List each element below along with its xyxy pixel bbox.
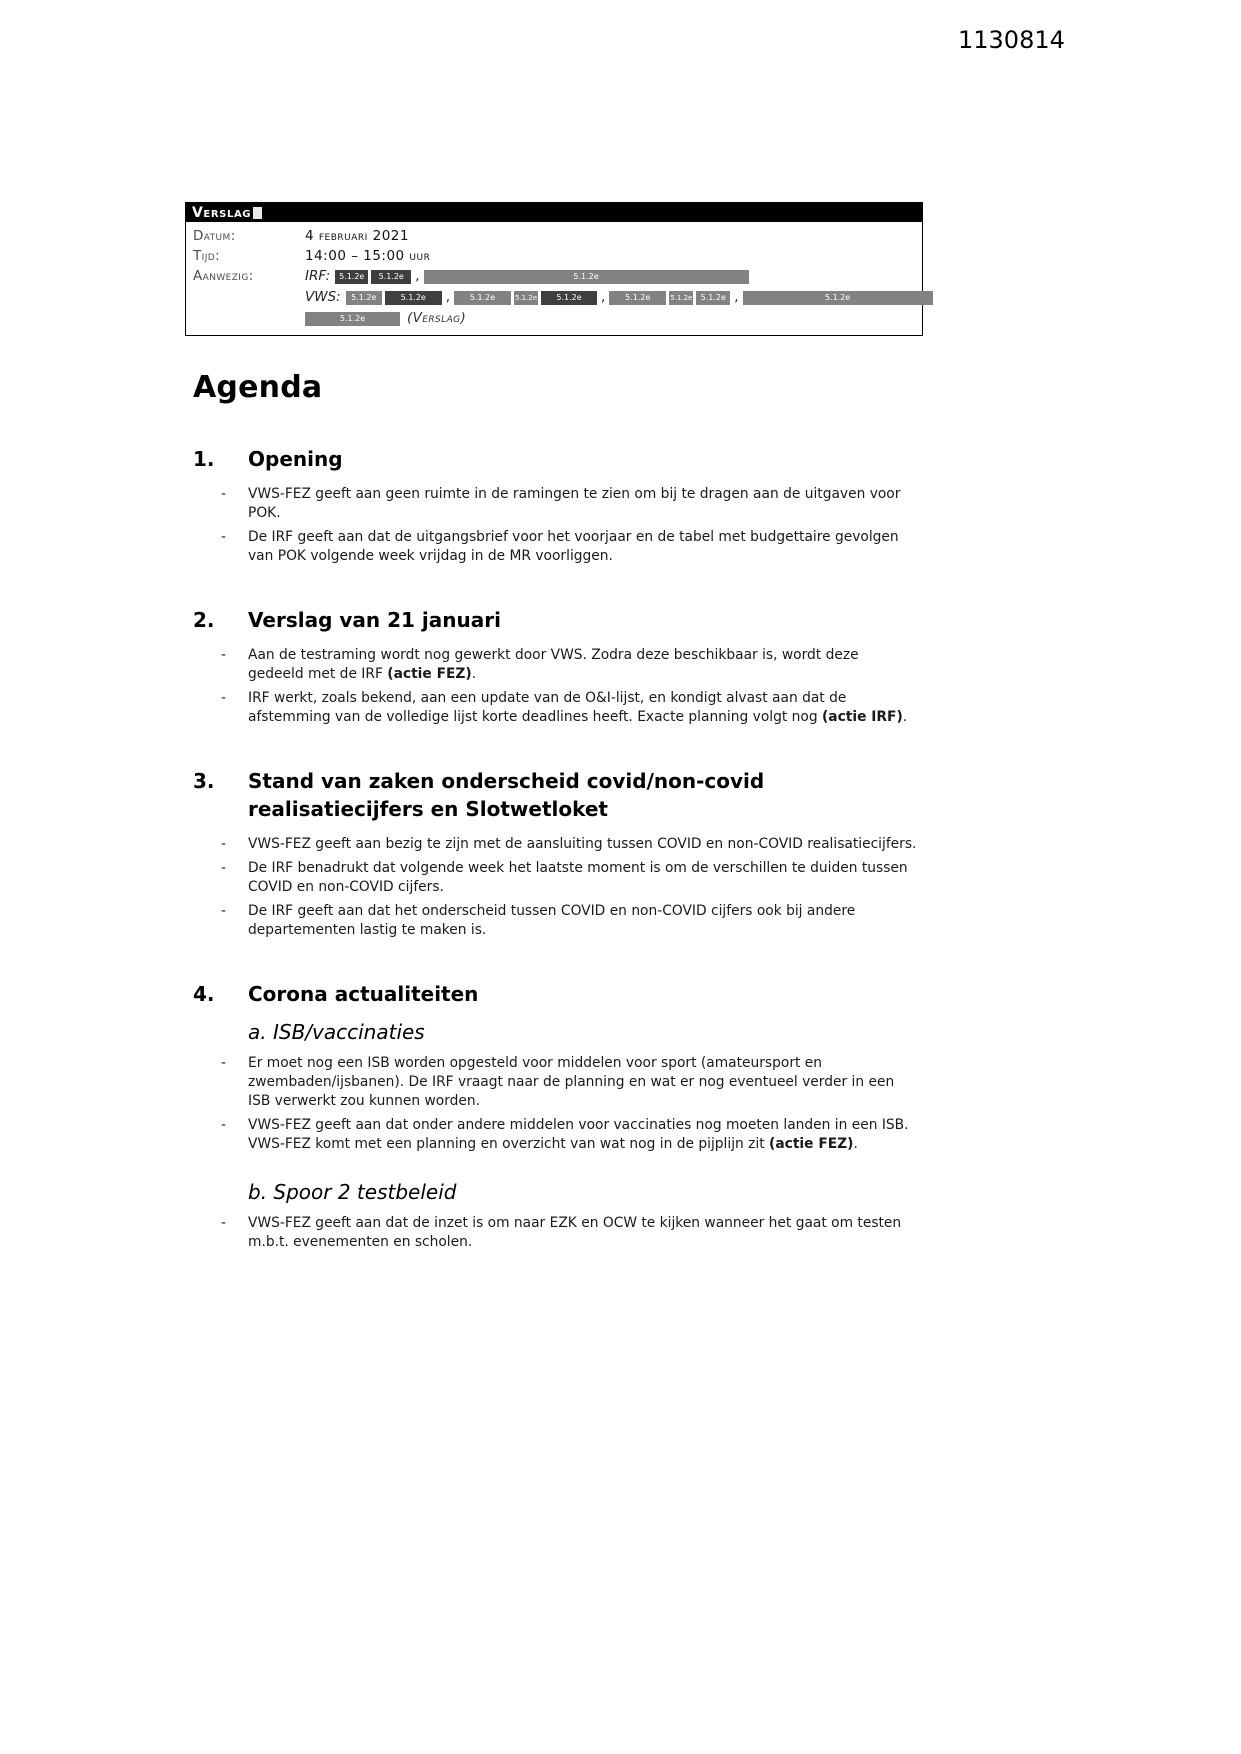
verslag-note: (Verslag) [407,310,467,326]
section-body [193,835,917,940]
agenda-bullet [221,835,917,854]
redaction-box: 5.1.2e [696,291,730,305]
bullet-dash: - [221,486,226,502]
section-heading [193,980,917,1008]
meeting-meta [186,222,922,335]
agenda-section [193,767,917,940]
redaction-box: 5.1.2e [305,312,400,326]
bullet-text: Er moet nog een ISB worden opgesteld voor middelen voor sport (amateursport en zwembaden/ijsbanen). De IRF vraagt naar de planning en wat er nog eventueel verder in een ISB verwerkt zou kunnen worden. [248,1055,895,1109]
attendance-group-label: VWS: [305,289,341,305]
bullet-text: Aan de testraming wordt nog gewerkt door VWS. Zodra deze beschikbaar is, wordt deze gedeeld met de IRF (actie FEZ). [248,647,859,682]
attendance-lines [305,266,936,329]
section-body [193,485,917,566]
redaction-box: 5.1.2e [335,270,368,284]
agenda-section [193,606,917,727]
redaction-box: 5.1.2e [385,291,442,305]
agenda-bullet [221,902,917,940]
bullet-text: VWS-FEZ geeft aan dat onder andere middelen voor vaccinaties nog moeten landen in een ISB. VWS-FEZ komt met een planning en overzicht van wat nog in de pijplijn zit (actie FEZ). [248,1117,909,1152]
bullet-text: IRF werkt, zoals bekend, aan een update van de O&I-lijst, en kondigt alvast aan dat de afstemming van de volledige lijst korte deadlines heeft. Exacte planning volgt nog (actie IRF). [248,690,908,725]
section-heading [193,767,917,823]
datum-label: Datum: [193,228,236,244]
bullet-text: De IRF benadrukt dat volgende week het laatste moment is om de verschillen te duiden tussen COVID en non-COVID cijfers. [248,860,908,895]
section-number: 4. [193,982,215,1006]
section-title: Stand van zaken onderscheid covid/non-covid realisatiecijfers en Slotwetloket [248,769,765,821]
subsection-title: b. Spoor 2 testbeleid [248,1180,457,1204]
redaction-box: 5.1.2e [454,291,511,305]
section-body [193,646,917,727]
attendance-separator: , [734,289,739,305]
section-number: 2. [193,608,215,632]
agenda-bullet [221,1116,917,1154]
agenda-bullet [221,1054,917,1111]
agenda-heading: Agenda [193,370,323,405]
agenda-section [193,980,917,1252]
agenda-bullet [221,859,917,897]
section-body [193,1020,917,1252]
bullet-dash: - [221,1215,226,1231]
agenda-bullet [221,485,917,523]
meeting-header-table [185,202,923,336]
bullet-dash: - [221,860,226,876]
aanwezig-label: Aanwezig: [193,268,254,284]
section-number: 1. [193,447,215,471]
title-redaction-mark [253,207,262,219]
document-body [193,370,917,1257]
section-title: Opening [248,447,343,471]
attendance-group-label: IRF: [305,268,331,284]
attendance-line [305,266,936,287]
bullet-dash: - [221,1055,226,1071]
bullet-text: De IRF geeft aan dat de uitgangsbrief voor het voorjaar en de tabel met budgettaire gevolgen van POK volgende week vrijdag in de MR voorliggen. [248,529,899,564]
attendance-line [305,308,936,329]
verslag-title-bar [186,203,922,222]
bullet-dash: - [221,903,226,919]
tijd-row [193,246,914,266]
section-number: 3. [193,769,215,793]
section-title: Verslag van 21 januari [248,608,501,632]
attendance-separator: , [601,289,606,305]
subsection-title: a. ISB/vaccinaties [248,1020,425,1044]
verslag-title: Verslag [192,204,252,221]
attendance-separator: , [415,268,420,284]
agenda-bullet [221,689,917,727]
redaction-box: 5.1.2e [609,291,666,305]
bullet-dash: - [221,690,226,706]
tijd-value: 14:00 – 15:00 uur [305,248,431,264]
section-heading [193,445,917,473]
section-heading [193,606,917,634]
agenda-bullet [221,1214,917,1252]
redaction-box: 5.1.2e [371,270,411,284]
tijd-label: Tijd: [193,248,221,264]
aanwezig-row [193,266,914,329]
datum-row [193,226,914,246]
section-title: Corona actualiteiten [248,982,479,1006]
bullet-text: VWS-FEZ geeft aan geen ruimte in de ramingen te zien om bij te dragen aan de uitgaven voor POK. [248,486,901,521]
agenda-bullet [221,646,917,684]
document-number: 1130814 [958,26,1065,54]
redaction-box: 5.1.2e [541,291,597,305]
bullet-dash: - [221,647,226,663]
redaction-box: 5.1.2e [743,291,933,305]
datum-value: 4 februari 2021 [305,228,409,244]
redaction-box: 5.1.2e [346,291,382,305]
redaction-box: 5.1.2e [514,291,538,305]
bullet-dash: - [221,836,226,852]
agenda-sections [193,445,917,1252]
agenda-section [193,445,917,566]
redaction-box: 5.1.2e [669,291,693,305]
bullet-text: VWS-FEZ geeft aan bezig te zijn met de aansluiting tussen COVID en non-COVID realisatiecijfers. [248,836,917,852]
redaction-box: 5.1.2e [424,270,749,284]
bullet-text: VWS-FEZ geeft aan dat de inzet is om naar EZK en OCW te kijken wanneer het gaat om testen m.b.t. evenementen en scholen. [248,1215,902,1250]
bullet-text: De IRF geeft aan dat het onderscheid tussen COVID en non-COVID cijfers ook bij andere departementen lastig te maken is. [248,903,856,938]
agenda-bullet [221,528,917,566]
bullet-dash: - [221,529,226,545]
bullet-dash: - [221,1117,226,1133]
attendance-separator: , [445,289,450,305]
attendance-line [305,287,936,308]
